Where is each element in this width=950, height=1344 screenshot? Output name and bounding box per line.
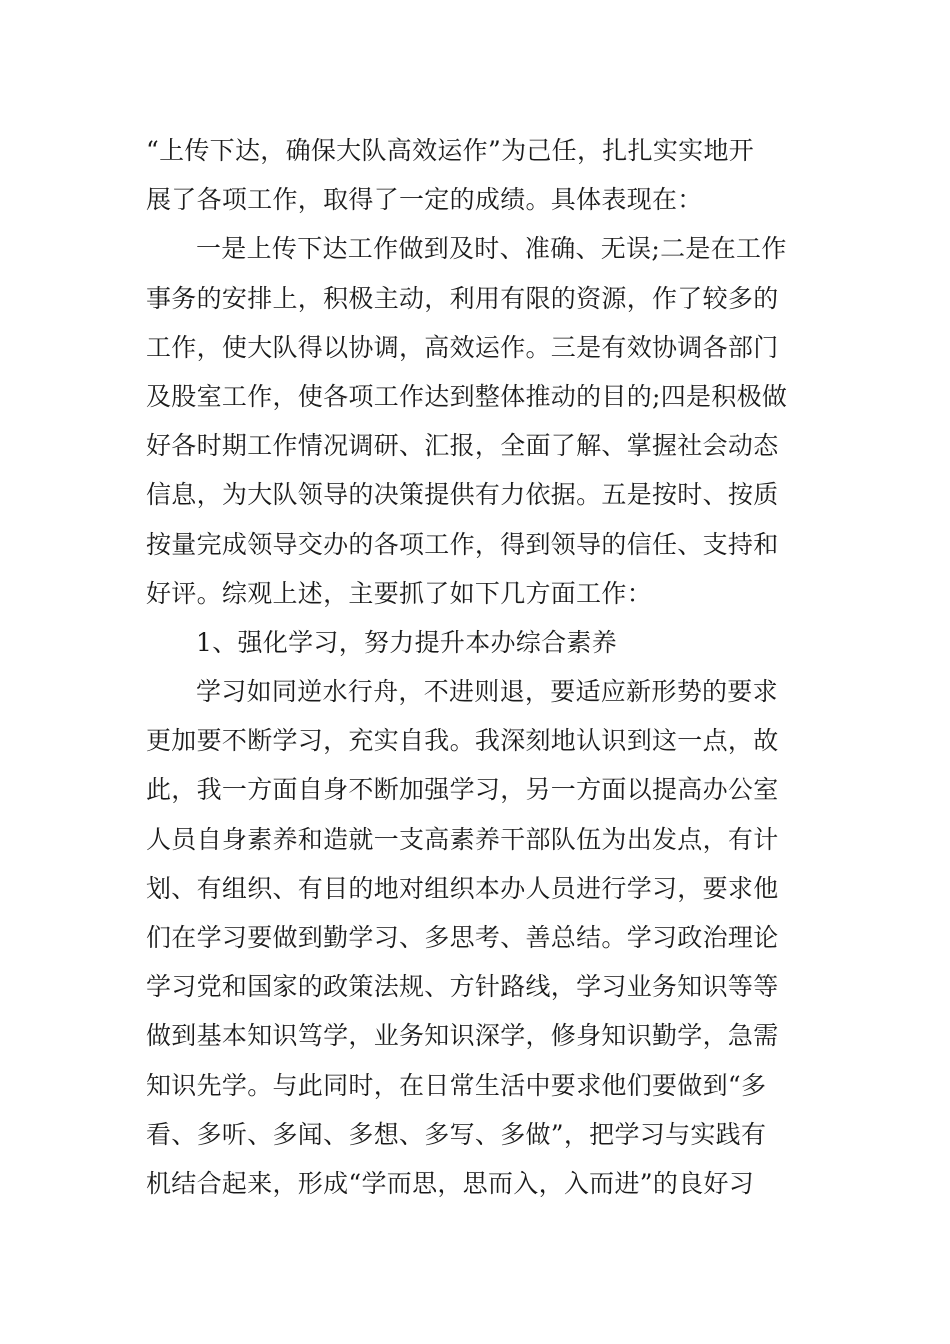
text-line: 工作，使大队得以协调，高效运作。三是有效协调各部门: [146, 332, 779, 362]
text-line: 看、多听、多闻、多想、多写、多做”，把学习与实践有: [146, 1119, 767, 1149]
text-line: 学习党和国家的政策法规、方针路线，学习业务知识等等: [146, 972, 779, 1002]
section-heading: 1、强化学习，努力提升本办综合素养: [196, 627, 618, 657]
text-line: 知识先学。与此同时，在日常生活中要求他们要做到“多: [146, 1070, 767, 1100]
text-line: 此，我一方面自身不断加强学习，另一方面以提高办公室: [146, 775, 779, 805]
text-line: 及股室工作，使各项工作达到整体推动的目的;四是积极做: [146, 381, 788, 411]
text-line: 划、有组织、有目的地对组织本办人员进行学习，要求他: [146, 873, 779, 903]
text-line: 事务的安排上，积极主动，利用有限的资源，作了较多的: [146, 283, 779, 313]
text-line: 做到基本知识笃学，业务知识深学，修身知识勤学，急需: [146, 1021, 779, 1051]
text-line: 人员自身素养和造就一支高素养干部队伍为出发点，有计: [146, 824, 779, 854]
text-line: 按量完成领导交办的各项工作，得到领导的信任、支持和: [146, 529, 779, 559]
text-line: 信息，为大队领导的决策提供有力依据。五是按时、按质: [146, 480, 779, 510]
body-text: [146, 126, 816, 1208]
text-line: 展了各项工作，取得了一定的成绩。具体表现在：: [146, 185, 703, 215]
text-line: 更加要不断学习，充实自我。我深刻地认识到这一点，故: [146, 726, 779, 756]
text-line: 一是上传下达工作做到及时、准确、无误;二是在工作: [196, 234, 787, 264]
text-line: 好评。综观上述，主要抓了如下几方面工作：: [146, 578, 653, 608]
text-line: 学习如同逆水行舟，不进则退，要适应新形势的要求: [196, 677, 778, 707]
text-line: “上传下达，确保大队高效运作”为己任，扎扎实实地开: [146, 136, 755, 165]
text-line: 好各时期工作情况调研、汇报，全面了解、掌握社会动态: [146, 431, 779, 461]
text-line: 们在学习要做到勤学习、多思考、善总结。学习政治理论: [146, 923, 779, 952]
text-line: 机结合起来，形成“学而思，思而入，入而进”的良好习: [146, 1168, 755, 1198]
